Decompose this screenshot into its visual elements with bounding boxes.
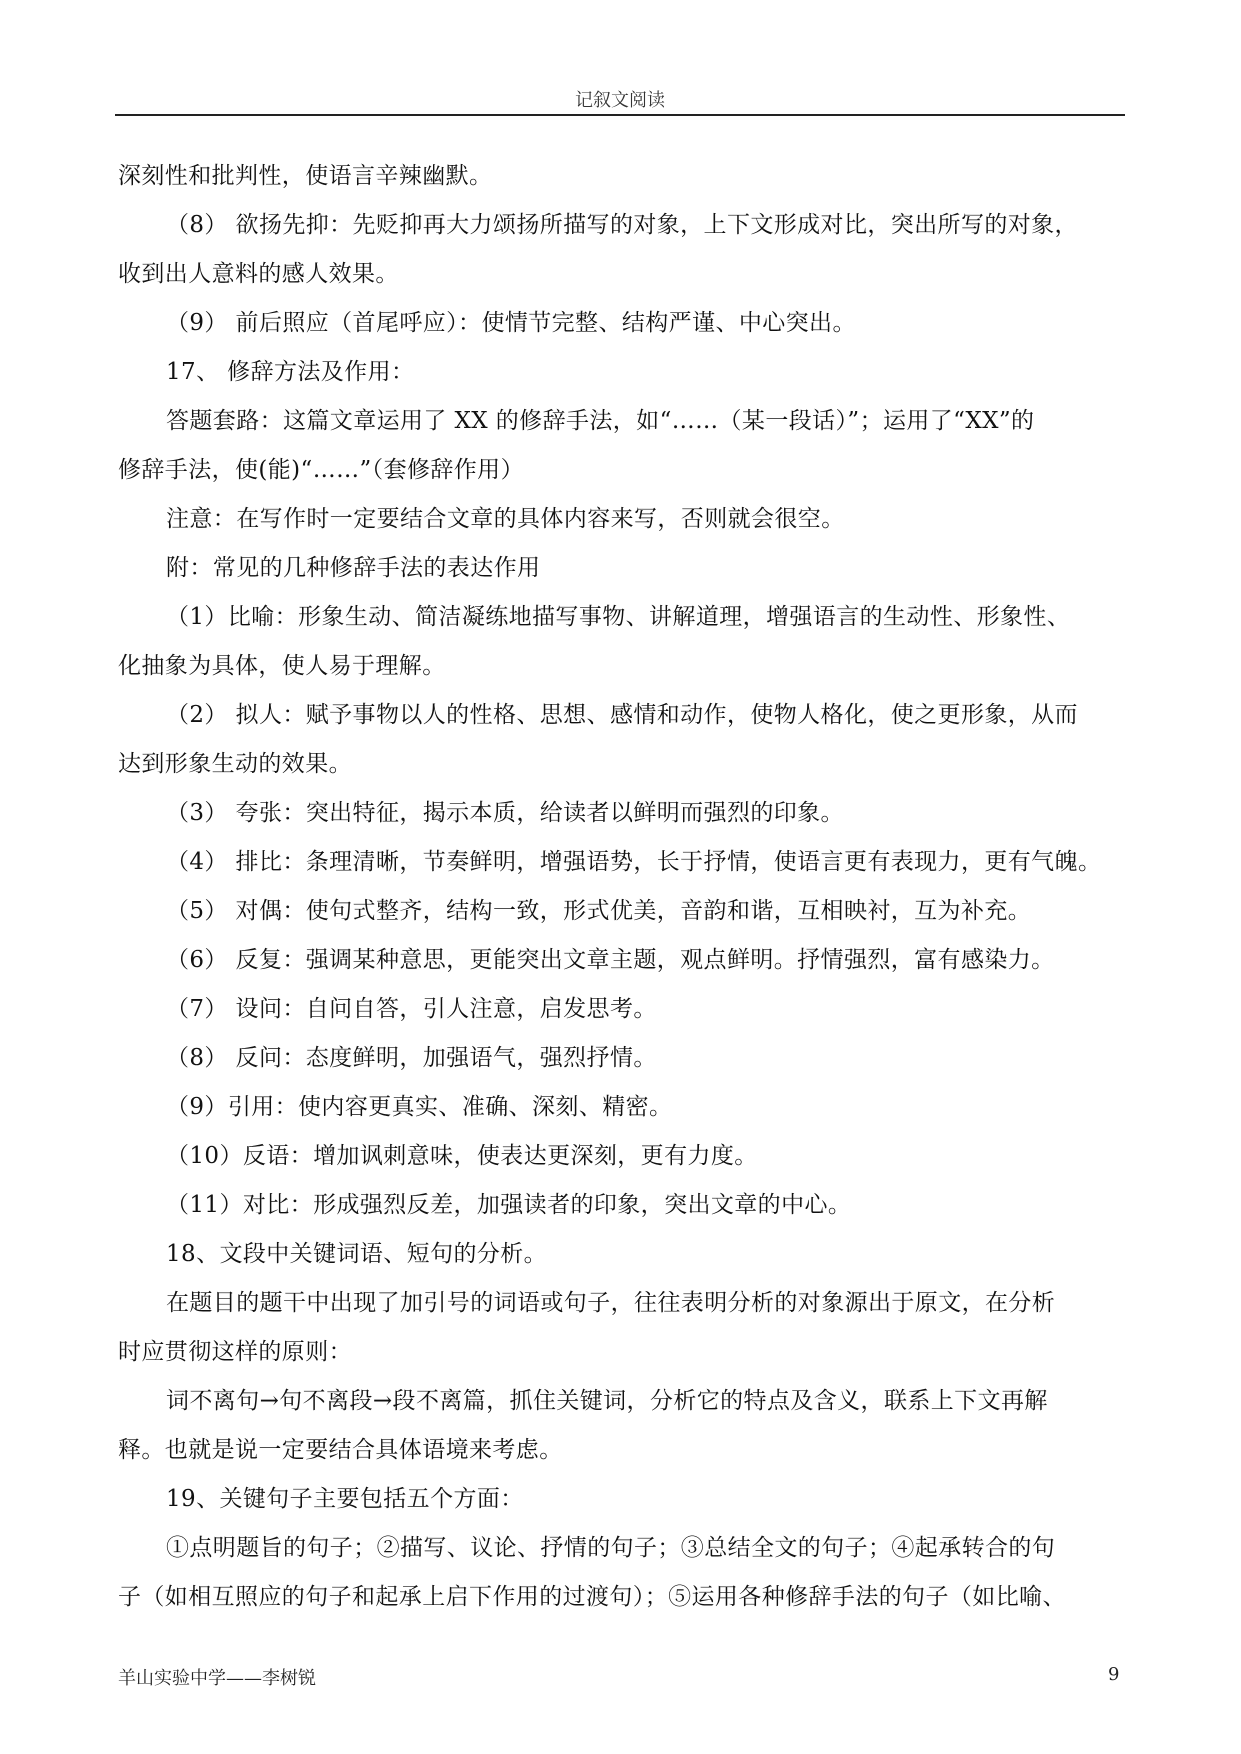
text-line: 注意：在写作时一定要结合文章的具体内容来写，否则就会很空。 xyxy=(166,506,845,532)
text-line: 子（如相互照应的句子和起承上启下作用的过渡句）；⑤运用各种修辞手法的句子（如比喻、 xyxy=(118,1584,1066,1610)
text-line: 答题套路：这篇文章运用了 XX 的修辞手法，如“……（某一段话）”；运用了“XX”的 xyxy=(166,408,1035,434)
text-line: （8） 反问：态度鲜明，加强语气，强烈抒情。 xyxy=(166,1045,657,1071)
text-line: （9） 前后照应（首尾呼应）：使情节完整、结构严谨、中心突出。 xyxy=(166,310,856,336)
text-line: （2） 拟人：赋予事物以人的性格、思想、感情和动作，使物人格化，使之更形象，从而 xyxy=(166,702,1078,728)
text-line: （10）反语：增加讽刺意味，使表达更深刻，更有力度。 xyxy=(166,1143,758,1169)
text-line: 17、 修辞方法及作用： xyxy=(166,359,415,385)
text-line: 化抽象为具体，使人易于理解。 xyxy=(118,653,446,679)
text-line: 19、关键句子主要包括五个方面： xyxy=(166,1486,524,1512)
text-line: （7） 设问：自问自答，引人注意，启发思考。 xyxy=(166,996,657,1022)
text-line: 释。也就是说一定要结合具体语境来考虑。 xyxy=(118,1437,563,1463)
text-line: （4） 排比：条理清晰，节奏鲜明，增强语势，长于抒情，使语言更有表现力，更有气魄。 xyxy=(166,849,1102,875)
text-line: （5） 对偶：使句式整齐，结构一致，形式优美，音韵和谐，互相映衬，互为补充。 xyxy=(166,898,1032,924)
text-line: 在题目的题干中出现了加引号的词语或句子，往往表明分析的对象源出于原文，在分析 xyxy=(166,1290,1056,1316)
text-line: ①点明题旨的句子；②描写、议论、抒情的句子；③总结全文的句子；④起承转合的句 xyxy=(166,1535,1056,1561)
header-divider xyxy=(115,114,1125,116)
text-line: （3） 夸张：突出特征，揭示本质，给读者以鲜明而强烈的印象。 xyxy=(166,800,844,826)
text-line: 时应贯彻这样的原则： xyxy=(118,1339,352,1365)
text-line: 达到形象生动的效果。 xyxy=(118,751,352,777)
text-line: 词不离句→句不离段→段不离篇，抓住关键词，分析它的特点及含义，联系上下文再解 xyxy=(166,1388,1048,1414)
text-line: （1）比喻：形象生动、简洁凝练地描写事物、讲解道理，增强语言的生动性、形象性、 xyxy=(166,604,1071,630)
text-line: （11）对比：形成强烈反差，加强读者的印象，突出文章的中心。 xyxy=(166,1192,852,1218)
text-line: 18、文段中关键词语、短句的分析。 xyxy=(166,1241,548,1267)
text-line: （8） 欲扬先抑：先贬抑再大力颂扬所描写的对象，上下文形成对比，突出所写的对象， xyxy=(166,212,1078,238)
page-header-title: 记叙文阅读 xyxy=(575,90,665,111)
text-line: 深刻性和批判性，使语言辛辣幽默。 xyxy=(118,163,493,189)
document-body xyxy=(118,152,1130,1622)
text-line: 收到出人意料的感人效果。 xyxy=(118,261,399,287)
page-number: 9 xyxy=(1108,1664,1120,1685)
text-line: 修辞手法，使(能)“……”（套修辞作用） xyxy=(118,457,524,483)
text-line: （9）引用：使内容更真实、准确、深刻、精密。 xyxy=(166,1094,673,1120)
text-line: （6） 反复：强调某种意思，更能突出文章主题，观点鲜明。抒情强烈，富有感染力。 xyxy=(166,947,1055,973)
footer-author: 羊山实验中学——李树锐 xyxy=(118,1668,316,1689)
text-line: 附：常见的几种修辞手法的表达作用 xyxy=(166,555,541,581)
